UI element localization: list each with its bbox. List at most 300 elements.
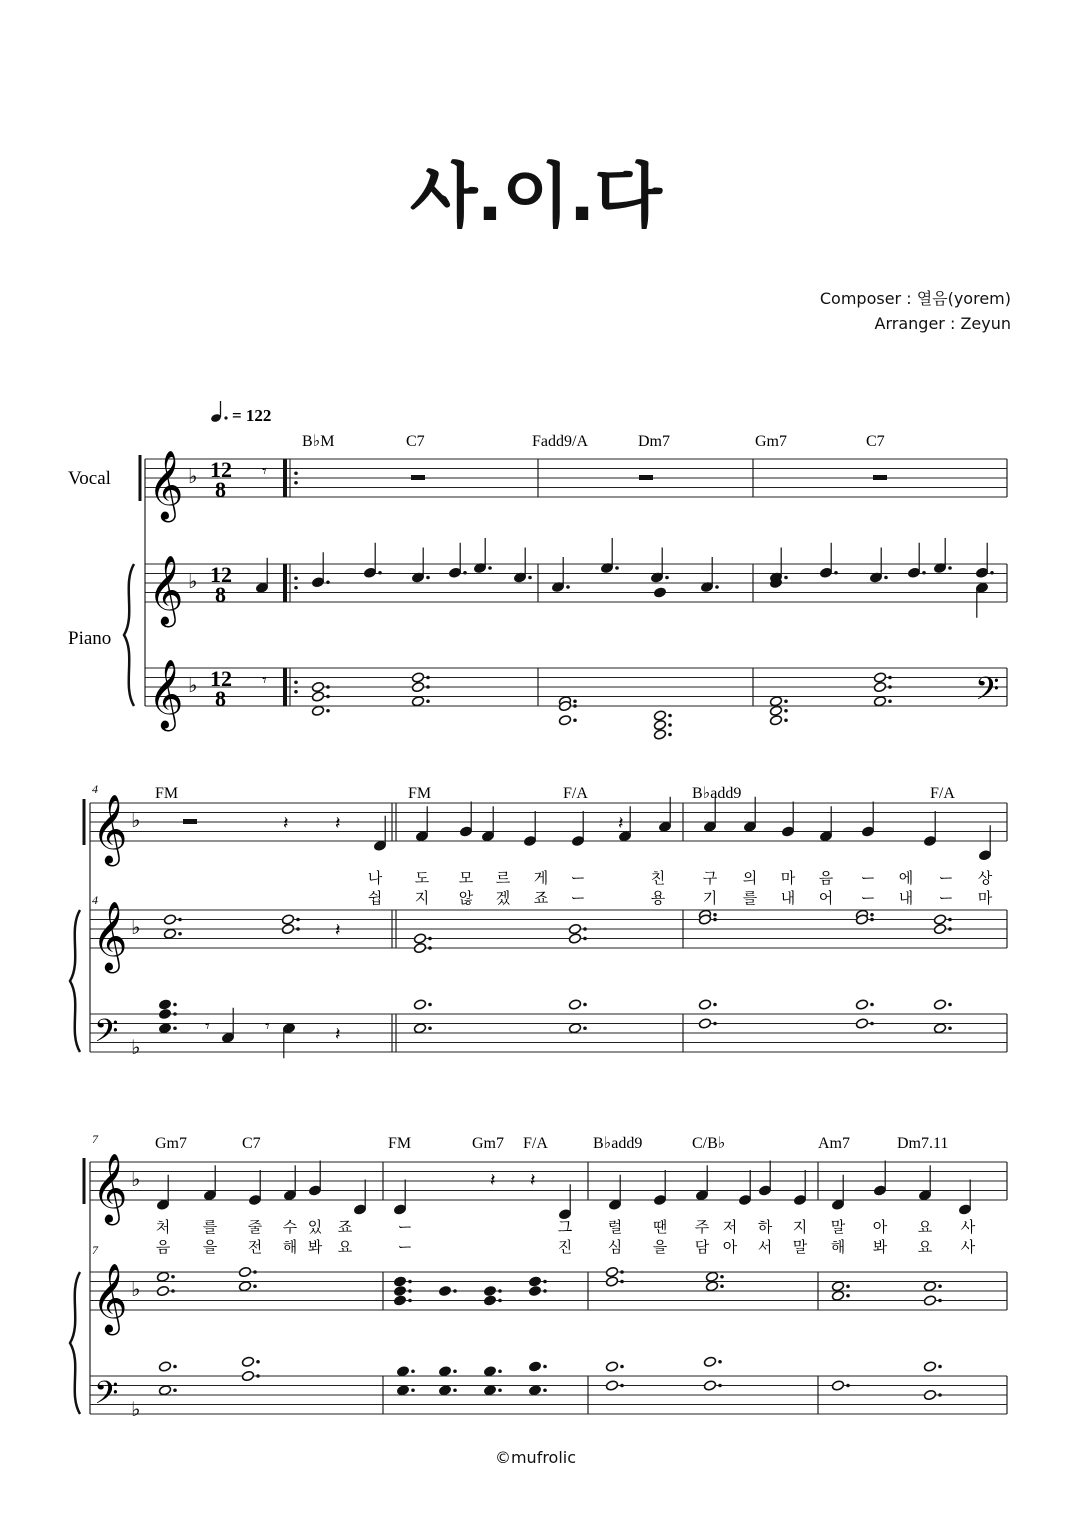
note-head — [238, 1266, 251, 1277]
note-head — [413, 942, 426, 953]
lyric-syllable: 구 — [702, 869, 718, 887]
note-head — [158, 1008, 171, 1019]
note-dot — [990, 571, 994, 575]
lyric-syllable: ー — [397, 1218, 413, 1236]
note-dot — [834, 571, 838, 575]
chord-symbol: F/A — [930, 785, 955, 802]
lyric-syllable: 땐 — [652, 1218, 668, 1236]
lyric-syllable: 나 — [367, 869, 383, 887]
staff-lines — [90, 459, 1007, 1414]
note-dot — [498, 1388, 502, 1392]
note-head — [705, 1281, 718, 1292]
note-head — [483, 1385, 496, 1396]
repeat-dot — [294, 680, 298, 684]
note-dot — [888, 685, 892, 689]
time-signature-top: 12 — [210, 562, 232, 587]
note-dot — [948, 918, 952, 922]
note-head — [438, 1285, 451, 1296]
note-head — [411, 672, 424, 683]
note-dot — [668, 723, 672, 727]
rest: 𝄽 — [335, 813, 341, 833]
lyric-syllable: 상 — [977, 869, 993, 887]
lyric-syllable: 마 — [977, 889, 993, 907]
lyric-syllable: 럴 — [607, 1218, 623, 1236]
note-dot — [922, 571, 926, 575]
lyric-syllable: 모 — [458, 869, 474, 887]
note-head — [281, 923, 294, 934]
chord-symbol: Gm7 — [755, 433, 787, 450]
note-dot — [938, 1393, 942, 1397]
note-dot — [498, 1289, 502, 1293]
repeat-dot — [294, 481, 298, 485]
note-head — [411, 696, 424, 707]
note-dot — [870, 913, 874, 917]
note-head — [311, 705, 324, 716]
note-head — [528, 1276, 541, 1287]
key-signature-flat: ♭ — [188, 675, 198, 697]
repeat-dot — [294, 586, 298, 590]
lyric-syllable: 내 — [780, 889, 796, 907]
rest: 𝄽 — [335, 920, 341, 940]
note-dot — [884, 576, 888, 580]
note-head — [483, 1366, 496, 1377]
lyric-syllable: 도 — [414, 869, 430, 887]
note-dot — [583, 1003, 587, 1007]
time-signature-top: 12 — [210, 666, 232, 691]
lyric-syllable: 겠 — [495, 889, 511, 907]
rest: 𝄾 — [205, 1016, 210, 1036]
note-dot — [296, 927, 300, 931]
tempo-value: = 122 — [232, 406, 272, 425]
thick-barline — [283, 459, 287, 497]
lyric-syllable: ー — [570, 869, 586, 887]
note-dot — [715, 585, 719, 589]
note-head — [311, 681, 324, 692]
note-dot — [938, 1365, 942, 1369]
note-head — [923, 1389, 936, 1400]
lyric-syllable: 요 — [337, 1238, 353, 1256]
note-dot — [426, 676, 430, 680]
note-head — [933, 923, 946, 934]
lyric-syllable: 내 — [898, 889, 914, 907]
treble-clef: 𝄞 — [92, 1155, 128, 1221]
note-head — [873, 696, 886, 707]
note-head — [923, 1295, 936, 1306]
note-head — [158, 1361, 171, 1372]
chord-symbol: Dm7 — [638, 433, 670, 450]
lyric-syllable: 전 — [247, 1238, 263, 1256]
note-head — [568, 923, 581, 934]
lyric-syllable: 친 — [650, 869, 666, 887]
note-dot — [668, 714, 672, 718]
lyric-syllable: 르 — [495, 869, 511, 887]
lyric-syllable: 마 — [780, 869, 796, 887]
piano-brace — [124, 564, 134, 706]
lyric-syllable: 요 — [917, 1238, 933, 1256]
rest: 𝄽 — [283, 813, 289, 833]
lyric-syllable: 해 — [830, 1238, 846, 1256]
note-dot — [870, 1022, 874, 1026]
note-dot — [463, 571, 467, 575]
note-dot — [253, 1270, 257, 1274]
note-head — [568, 999, 581, 1010]
lyric-syllable: 말 — [830, 1218, 846, 1236]
note-dot — [870, 1003, 874, 1007]
chord-symbol: Gm7 — [472, 1135, 504, 1152]
chord-symbol: C7 — [406, 433, 425, 450]
note-head — [831, 1380, 844, 1391]
note-head — [393, 1285, 406, 1296]
lyric-syllable: 지 — [414, 889, 430, 907]
lyric-syllable: 해 — [282, 1238, 298, 1256]
note-dot — [784, 718, 788, 722]
note-dot — [453, 1369, 457, 1373]
lyric-syllable: 그 — [557, 1218, 573, 1236]
bass-clef: 𝄢 — [94, 1014, 119, 1057]
lyric-syllable: 말 — [792, 1238, 808, 1256]
measure-number: 4 — [92, 893, 98, 907]
note-dot — [566, 585, 570, 589]
note-head — [396, 1366, 409, 1377]
note-dot — [173, 1012, 177, 1016]
note-dot — [326, 709, 330, 713]
note-dot — [378, 571, 382, 575]
note-dot — [948, 927, 952, 931]
note-dot — [253, 1284, 257, 1288]
note-head — [703, 1380, 716, 1391]
note-dot — [665, 576, 669, 580]
note-head — [831, 1290, 844, 1301]
note-dot — [173, 1003, 177, 1007]
note-head — [528, 1285, 541, 1296]
note-head — [653, 710, 666, 721]
note-dot — [543, 1388, 547, 1392]
key-signature-flat: ♭ — [131, 1399, 141, 1421]
thick-barline — [283, 668, 287, 706]
note-dot — [620, 1270, 624, 1274]
lyric-syllable: 있 — [307, 1218, 323, 1236]
note-head — [698, 999, 711, 1010]
note-head — [769, 696, 782, 707]
note-dot — [718, 1384, 722, 1388]
note-dot — [583, 1026, 587, 1030]
note-head — [483, 1285, 496, 1296]
lyric-syllable: ー — [938, 889, 954, 907]
note-head — [393, 1276, 406, 1287]
bass-clef: 𝄢 — [94, 1376, 119, 1419]
note-head — [163, 928, 176, 939]
lyric-syllable: 죠 — [533, 889, 549, 907]
treble-clef: 𝄞 — [92, 1265, 128, 1331]
time-signature-bottom: 8 — [215, 477, 226, 502]
note-head — [605, 1380, 618, 1391]
note-head — [855, 1018, 868, 1029]
rest: 𝄽 — [335, 1024, 341, 1044]
time-signature-bottom: 8 — [215, 582, 226, 607]
treble-clef: 𝄞 — [92, 903, 128, 969]
note-dot — [888, 699, 892, 703]
lyric-syllable: 의 — [742, 869, 758, 887]
lyric-syllable: 을 — [652, 1238, 668, 1256]
note-dot — [326, 580, 330, 584]
repeat-dot — [294, 690, 298, 694]
note-head — [605, 1276, 618, 1287]
note-head — [281, 914, 294, 925]
note-head — [238, 1281, 251, 1292]
arranger-credit: Arranger : Zeyun — [874, 314, 1011, 333]
bass-clef: 𝄢 — [975, 672, 1000, 715]
note-dot — [426, 576, 430, 580]
rest: 𝄾 — [262, 670, 267, 690]
note-dot — [543, 1289, 547, 1293]
lyric-syllable: 담 — [694, 1238, 710, 1256]
note-dot — [784, 709, 788, 713]
chord-symbol: B♭add9 — [692, 785, 742, 802]
lyric-syllable: 지 — [792, 1218, 808, 1236]
song-title: 사.이.다 — [409, 155, 662, 237]
note-head — [568, 933, 581, 944]
note-head — [411, 681, 424, 692]
note-dot — [938, 1284, 942, 1288]
note-dot — [713, 918, 717, 922]
rest: 𝄽 — [490, 1170, 496, 1190]
measure-number: 7 — [92, 1243, 98, 1257]
note-dot — [171, 1289, 175, 1293]
note-dot — [713, 1003, 717, 1007]
note-dot — [411, 1369, 415, 1373]
note-head — [605, 1266, 618, 1277]
note-dot — [620, 1280, 624, 1284]
note-head — [156, 1271, 169, 1282]
note-dot — [428, 946, 432, 950]
note-dot — [426, 699, 430, 703]
clefs-and-signatures — [70, 451, 999, 1421]
note-head — [558, 715, 571, 726]
lyric-syllable: 아 — [722, 1238, 738, 1256]
lyric-syllable: 기 — [702, 889, 718, 907]
note-head — [933, 1023, 946, 1034]
note-dot — [620, 1365, 624, 1369]
note-head — [163, 914, 176, 925]
thick-barline — [283, 564, 287, 602]
lyric-syllable: 저 — [722, 1218, 738, 1236]
key-signature-flat: ♭ — [131, 1037, 141, 1059]
lyric-syllable: 사 — [960, 1238, 976, 1256]
key-signature-flat: ♭ — [131, 1169, 141, 1191]
key-signature-flat: ♭ — [188, 466, 198, 488]
lyric-syllable: ー — [397, 1238, 413, 1256]
whole-rest — [411, 475, 425, 480]
key-signature-flat: ♭ — [131, 810, 141, 832]
time-signature-bottom: 8 — [215, 686, 226, 711]
note-dot — [846, 1284, 850, 1288]
lyric-syllable: ー — [860, 869, 876, 887]
note-dot — [296, 918, 300, 922]
note-head — [156, 1285, 169, 1296]
tempo-marking — [210, 401, 271, 425]
note-dot — [846, 1384, 850, 1388]
note-dot — [408, 1299, 412, 1303]
note-head — [831, 1281, 844, 1292]
lyric-syllable: 음 — [818, 869, 834, 887]
lyric-syllable: 아 — [872, 1218, 888, 1236]
note-dot — [408, 1289, 412, 1293]
note-dot — [573, 718, 577, 722]
measure-number: 4 — [92, 782, 98, 796]
note-dot — [326, 695, 330, 699]
lyric-syllable: 를 — [202, 1218, 218, 1236]
note-head — [158, 1385, 171, 1396]
note-head — [528, 1385, 541, 1396]
chord-symbol: Dm7.11 — [897, 1135, 949, 1152]
note-dot — [938, 1299, 942, 1303]
treble-clef: 𝄞 — [148, 557, 184, 623]
whole-rest — [183, 819, 197, 824]
note-dot — [713, 913, 717, 917]
note-dot — [720, 1275, 724, 1279]
note-head — [705, 1271, 718, 1282]
note-dot — [428, 1003, 432, 1007]
lyric-syllable: 사 — [960, 1218, 976, 1236]
note-dot — [713, 1022, 717, 1026]
note-head — [933, 999, 946, 1010]
lyric-syllable: 하 — [757, 1218, 773, 1236]
note-head — [158, 999, 171, 1010]
measure-number: 7 — [92, 1132, 98, 1146]
note-dot — [543, 1280, 547, 1284]
note-dot — [411, 1388, 415, 1392]
note-head — [933, 914, 946, 925]
piano-brace — [70, 1272, 80, 1414]
chord-symbol: B♭M — [302, 433, 335, 450]
note-dot — [718, 1360, 722, 1364]
note-dot — [948, 1026, 952, 1030]
note-head — [438, 1385, 451, 1396]
piano-brace — [70, 910, 80, 1052]
chord-symbol: F/A — [523, 1135, 548, 1152]
lyric-syllable: 어 — [818, 889, 834, 907]
composer-credit: Composer : 열음(yorem) — [819, 289, 1011, 308]
note-head — [873, 681, 886, 692]
chord-symbol: C7 — [866, 433, 885, 450]
note-head — [241, 1370, 254, 1381]
note-dot — [173, 1365, 177, 1369]
note-head — [769, 715, 782, 726]
rest: 𝄾 — [265, 1016, 270, 1036]
lyric-syllable: 수 — [282, 1218, 298, 1236]
note-dot — [615, 566, 619, 570]
key-signature-flat: ♭ — [131, 1279, 141, 1301]
lyric-syllable: 봐 — [307, 1238, 323, 1256]
piano-label: Piano — [68, 628, 112, 649]
note-dot — [498, 1369, 502, 1373]
note-dot — [498, 1299, 502, 1303]
note-dot — [178, 918, 182, 922]
note-dot — [573, 699, 577, 703]
note-dot — [171, 1275, 175, 1279]
note-head — [653, 587, 666, 598]
lyric-syllable: 죠 — [337, 1218, 353, 1236]
note-head — [528, 1361, 541, 1372]
lyric-syllable: 심 — [607, 1238, 623, 1256]
chord-symbols — [155, 433, 955, 1152]
repeat-dot — [294, 471, 298, 475]
lyric-syllable: 진 — [557, 1238, 573, 1256]
chord-symbol: FM — [408, 785, 432, 802]
note-head — [413, 999, 426, 1010]
note-dot — [888, 676, 892, 680]
rest: 𝄽 — [530, 1170, 536, 1190]
note-dot — [583, 937, 587, 941]
chord-symbol: C7 — [242, 1135, 261, 1152]
lyric-syllable: 게 — [533, 869, 549, 887]
note-head — [396, 1385, 409, 1396]
note-head — [413, 933, 426, 944]
lyric-syllable: 음 — [155, 1238, 171, 1256]
note-dot — [408, 1280, 412, 1284]
note-dot — [668, 733, 672, 737]
treble-clef: 𝄞 — [148, 452, 184, 518]
note-head — [311, 691, 324, 702]
note-dot — [173, 1388, 177, 1392]
note-head — [873, 672, 886, 683]
note-dot — [453, 1289, 457, 1293]
note-head — [653, 729, 666, 740]
key-signature-flat: ♭ — [188, 571, 198, 593]
time-signature-top: 12 — [210, 457, 232, 482]
note-head — [769, 705, 782, 716]
note-head — [605, 1361, 618, 1372]
note-dot — [426, 685, 430, 689]
key-signature-flat: ♭ — [131, 917, 141, 939]
lyric-syllable: 용 — [650, 889, 666, 907]
treble-clef: 𝄞 — [148, 661, 184, 727]
note-dot — [543, 1365, 547, 1369]
note-head — [923, 1281, 936, 1292]
repeat-dot — [294, 576, 298, 580]
note-dot — [326, 685, 330, 689]
chord-symbol: Fadd9/A — [532, 433, 588, 450]
lyric-syllable: 서 — [757, 1238, 773, 1256]
note-head — [855, 999, 868, 1010]
lyric-syllable: 주 — [694, 1218, 710, 1236]
chord-symbol: FM — [388, 1135, 412, 1152]
note-dot — [846, 1294, 850, 1298]
lyric-syllable: 에 — [898, 869, 914, 887]
note-head — [241, 1356, 254, 1367]
lyric-syllable: ー — [938, 869, 954, 887]
whole-rest — [639, 475, 653, 480]
note-dot — [256, 1374, 260, 1378]
note-head — [158, 1023, 171, 1034]
chord-symbol: Gm7 — [155, 1135, 187, 1152]
note-head — [413, 1023, 426, 1034]
note-dot — [784, 576, 788, 580]
lyric-syllable: 요 — [917, 1218, 933, 1236]
note-dot — [720, 1284, 724, 1288]
lyric-syllable: 처 — [155, 1218, 171, 1236]
note-head — [438, 1366, 451, 1377]
note-dot — [173, 1026, 177, 1030]
note-dot — [948, 1003, 952, 1007]
note-dot — [870, 918, 874, 922]
note-head — [923, 1361, 936, 1372]
note-head — [653, 719, 666, 730]
lyric-syllable: 않 — [458, 889, 474, 907]
chord-symbol: FM — [155, 785, 179, 802]
note-dot — [428, 937, 432, 941]
chord-symbol: F/A — [563, 785, 588, 802]
